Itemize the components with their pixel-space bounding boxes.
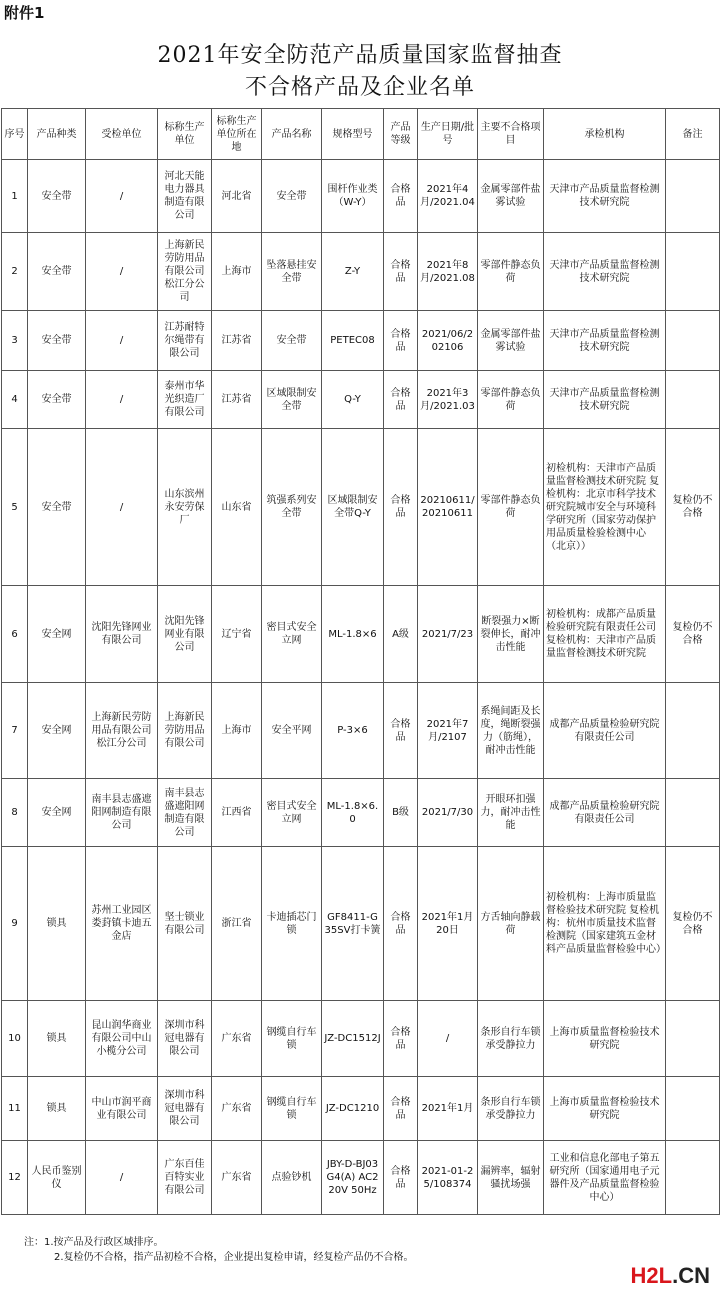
cell-remark	[666, 371, 720, 429]
cell-remark	[666, 311, 720, 371]
cell-kind: 安全带	[28, 233, 86, 311]
cell-agency: 成都产品质量检验研究院有限责任公司	[544, 779, 666, 847]
cell-defect: 零部件静态负荷	[478, 233, 544, 311]
cell-defect: 漏辨率，辐射骚扰场强	[478, 1141, 544, 1215]
cell-location: 山东省	[212, 429, 262, 586]
cell-agency: 初检机构：天津市产品质量监督检测技术研究院 复检机构：北京市科学技术研究院城市安全与环境科学研究所（国家劳动保护用品质量检验检测中心（北京））	[544, 429, 666, 586]
header-agency: 承检机构	[544, 109, 666, 160]
cell-remark: 复检仍不合格	[666, 429, 720, 586]
table-row	[2, 847, 720, 1001]
cell-no: 2	[2, 233, 28, 311]
cell-maker: 广东百佳百特实业有限公司	[158, 1141, 212, 1215]
cell-kind: 人民币鉴别仪	[28, 1141, 86, 1215]
cell-agency: 上海市质量监督检验技术研究院	[544, 1077, 666, 1141]
cell-defect: 零部件静态负荷	[478, 371, 544, 429]
cell-no: 5	[2, 429, 28, 586]
cell-maker: 南丰县志盛遮阳网制造有限公司	[158, 779, 212, 847]
cell-defect: 零部件静态负荷	[478, 429, 544, 586]
cell-maker: 山东滨州永安劳保厂	[158, 429, 212, 586]
cell-no: 4	[2, 371, 28, 429]
cell-inspected: 沈阳先锋网业有限公司	[86, 586, 158, 683]
header-inspected: 受检单位	[86, 109, 158, 160]
cell-spec: GF8411-G35SV打卡簧	[322, 847, 384, 1001]
cell-inspected: /	[86, 233, 158, 311]
cell-maker: 深圳市科冠电器有限公司	[158, 1077, 212, 1141]
cell-kind: 安全网	[28, 586, 86, 683]
cell-grade: B级	[384, 779, 418, 847]
cell-maker: 坚士锁业有限公司	[158, 847, 212, 1001]
cell-spec: 区域限制安全带Q-Y	[322, 429, 384, 586]
cell-kind: 安全带	[28, 311, 86, 371]
cell-product: 安全带	[262, 160, 322, 233]
cell-spec: 围杆作业类（W-Y）	[322, 160, 384, 233]
cell-no: 10	[2, 1001, 28, 1077]
cell-defect: 方舌轴向静载荷	[478, 847, 544, 1001]
cell-kind: 安全网	[28, 779, 86, 847]
cell-defect: 开眼环扣强力，耐冲击性能	[478, 779, 544, 847]
cell-defect: 系绳间距及长度，绳断裂强力（筋绳），耐冲击性能	[478, 683, 544, 779]
note-2: 2.复检仍不合格，指产品初检不合格，企业提出复检申请，经复检产品仍不合格。	[54, 1252, 414, 1263]
cell-spec: ML-1.8×6	[322, 586, 384, 683]
table-row	[2, 779, 720, 847]
table-row	[2, 160, 720, 233]
cell-maker: 沈阳先锋网业有限公司	[158, 586, 212, 683]
cell-location: 江苏省	[212, 371, 262, 429]
cell-product: 密目式安全立网	[262, 586, 322, 683]
cell-location: 上海市	[212, 683, 262, 779]
cell-kind: 锁具	[28, 1001, 86, 1077]
cell-inspected: 中山市润平商业有限公司	[86, 1077, 158, 1141]
note-1: 注：1.按产品及行政区域排序。	[24, 1237, 164, 1248]
cell-grade: 合格品	[384, 371, 418, 429]
cell-kind: 安全网	[28, 683, 86, 779]
table-row	[2, 311, 720, 371]
header-grade: 产品等级	[384, 109, 418, 160]
cell-defect: 条形自行车锁承受静拉力	[478, 1077, 544, 1141]
cell-location: 浙江省	[212, 847, 262, 1001]
header-maker: 标称生产单位	[158, 109, 212, 160]
cell-grade: 合格品	[384, 429, 418, 586]
cell-location: 广东省	[212, 1141, 262, 1215]
table-row	[2, 1141, 720, 1215]
cell-maker: 江苏耐特尔绳带有限公司	[158, 311, 212, 371]
cell-maker: 深圳市科冠电器有限公司	[158, 1001, 212, 1077]
cell-remark: 复检仍不合格	[666, 847, 720, 1001]
table-row	[2, 1001, 720, 1077]
cell-no: 1	[2, 160, 28, 233]
cell-remark: 复检仍不合格	[666, 586, 720, 683]
header-no: 序号	[2, 109, 28, 160]
table-row	[2, 586, 720, 683]
cell-inspected: /	[86, 160, 158, 233]
cell-remark	[666, 1001, 720, 1077]
cell-date: 2021/7/30	[418, 779, 478, 847]
cell-no: 3	[2, 311, 28, 371]
cell-inspected: /	[86, 1141, 158, 1215]
cell-grade: 合格品	[384, 1141, 418, 1215]
header-spec: 规格型号	[322, 109, 384, 160]
cell-inspected: /	[86, 311, 158, 371]
header-kind: 产品种类	[28, 109, 86, 160]
noncompliant-products-table	[1, 108, 720, 1215]
cell-spec: ML-1.8×6.0	[322, 779, 384, 847]
cell-agency: 天津市产品质量监督检测技术研究院	[544, 371, 666, 429]
site-watermark	[631, 1263, 710, 1289]
cell-spec: JBY-D-BJ03G4(A) AC220V 50Hz	[322, 1141, 384, 1215]
cell-defect: 断裂强力×断裂伸长，耐冲击性能	[478, 586, 544, 683]
cell-inspected: 上海新民劳防用品有限公司松江分公司	[86, 683, 158, 779]
cell-date: 20210611/20210611	[418, 429, 478, 586]
cell-date: 2021年3月/2021.03	[418, 371, 478, 429]
header-defect: 主要不合格项目	[478, 109, 544, 160]
cell-kind: 安全带	[28, 160, 86, 233]
cell-kind: 安全带	[28, 371, 86, 429]
cell-product: 安全平网	[262, 683, 322, 779]
cell-date: 2021-01-25/108374	[418, 1141, 478, 1215]
cell-inspected: 南丰县志盛遮阳网制造有限公司	[86, 779, 158, 847]
cell-agency: 初检机构：上海市质量监督检验技术研究院 复检机构：杭州市质量技术监督检测院（国家建筑五金材料产品质量监督检验中心）	[544, 847, 666, 1001]
cell-inspected: /	[86, 429, 158, 586]
document-title-line2: 不合格产品及企业名单	[244, 75, 475, 100]
cell-location: 广东省	[212, 1077, 262, 1141]
table-row	[2, 371, 720, 429]
cell-kind: 安全带	[28, 429, 86, 586]
cell-agency: 天津市产品质量监督检测技术研究院	[544, 233, 666, 311]
cell-product: 区域限制安全带	[262, 371, 322, 429]
cell-location: 广东省	[212, 1001, 262, 1077]
cell-date: 2021年7月/2107	[418, 683, 478, 779]
cell-product: 钢缆自行车锁	[262, 1001, 322, 1077]
cell-date: /	[418, 1001, 478, 1077]
cell-grade: 合格品	[384, 311, 418, 371]
cell-maker: 泰州市华光织造厂有限公司	[158, 371, 212, 429]
cell-agency: 初检机构：成都产品质量检验研究院有限责任公司 复检机构：天津市产品质量监督检测技术研究院	[544, 586, 666, 683]
cell-product: 点验钞机	[262, 1141, 322, 1215]
cell-no: 11	[2, 1077, 28, 1141]
cell-product: 筑强系列安全带	[262, 429, 322, 586]
cell-product: 坠落悬挂安全带	[262, 233, 322, 311]
cell-spec: JZ-DC1210	[322, 1077, 384, 1141]
cell-spec: Z-Y	[322, 233, 384, 311]
cell-date: 2021年1月	[418, 1077, 478, 1141]
cell-date: 2021/7/23	[418, 586, 478, 683]
cell-spec: Q-Y	[322, 371, 384, 429]
cell-product: 卡迪插芯门锁	[262, 847, 322, 1001]
header-product: 产品名称	[262, 109, 322, 160]
cell-maker: 河北天能电力器具制造有限公司	[158, 160, 212, 233]
cell-kind: 锁具	[28, 847, 86, 1001]
cell-agency: 工业和信息化部电子第五研究所（国家通用电子元器件及产品质量监督检验中心）	[544, 1141, 666, 1215]
cell-agency: 成都产品质量检验研究院有限责任公司	[544, 683, 666, 779]
cell-location: 江西省	[212, 779, 262, 847]
header-location: 标称生产单位所在地	[212, 109, 262, 160]
header-remark: 备注	[666, 109, 720, 160]
table-header-row	[2, 109, 720, 160]
cell-grade: 合格品	[384, 683, 418, 779]
cell-spec: PETEC08	[322, 311, 384, 371]
cell-inspected: 昆山润华商业有限公司中山小榄分公司	[86, 1001, 158, 1077]
cell-inspected: 苏州工业园区娄葑镇卡迪五金店	[86, 847, 158, 1001]
table-row	[2, 1077, 720, 1141]
cell-grade: 合格品	[384, 847, 418, 1001]
cell-remark	[666, 779, 720, 847]
cell-no: 12	[2, 1141, 28, 1215]
cell-defect: 金属零部件盐雾试验	[478, 311, 544, 371]
cell-product: 密目式安全立网	[262, 779, 322, 847]
cell-remark	[666, 1077, 720, 1141]
table-row	[2, 683, 720, 779]
cell-grade: 合格品	[384, 233, 418, 311]
cell-inspected: /	[86, 371, 158, 429]
cell-location: 河北省	[212, 160, 262, 233]
cell-spec: P-3×6	[322, 683, 384, 779]
table-row	[2, 429, 720, 586]
cell-agency: 天津市产品质量监督检测技术研究院	[544, 160, 666, 233]
cell-date: 2021年1月20日	[418, 847, 478, 1001]
cell-remark	[666, 1141, 720, 1215]
cell-remark	[666, 233, 720, 311]
cell-product: 安全带	[262, 311, 322, 371]
cell-location: 上海市	[212, 233, 262, 311]
table-row	[2, 233, 720, 311]
cell-date: 2021年4月/2021.04	[418, 160, 478, 233]
header-date: 生产日期/批号	[418, 109, 478, 160]
cell-maker: 上海新民劳防用品有限公司松江分公司	[158, 233, 212, 311]
cell-location: 江苏省	[212, 311, 262, 371]
cell-agency: 上海市质量监督检验技术研究院	[544, 1001, 666, 1077]
cell-product: 钢缆自行车锁	[262, 1077, 322, 1141]
cell-location: 辽宁省	[212, 586, 262, 683]
cell-no: 6	[2, 586, 28, 683]
document-title-line1: 2021年安全防范产品质量国家监督抽查	[157, 43, 563, 68]
cell-no: 9	[2, 847, 28, 1001]
cell-date: 2021/06/202106	[418, 311, 478, 371]
cell-remark	[666, 160, 720, 233]
cell-defect: 条形自行车锁承受静拉力	[478, 1001, 544, 1077]
cell-spec: JZ-DC1512J	[322, 1001, 384, 1077]
cell-agency: 天津市产品质量监督检测技术研究院	[544, 311, 666, 371]
cell-grade: 合格品	[384, 1001, 418, 1077]
attachment-label: 附件1	[4, 4, 45, 22]
cell-grade: 合格品	[384, 1077, 418, 1141]
cell-remark	[666, 683, 720, 779]
cell-maker: 上海新民劳防用品有限公司	[158, 683, 212, 779]
watermark-part2: .CN	[672, 1263, 710, 1288]
cell-grade: 合格品	[384, 160, 418, 233]
watermark-part1: H2L	[630, 1263, 673, 1288]
cell-no: 7	[2, 683, 28, 779]
cell-grade: A级	[384, 586, 418, 683]
cell-defect: 金属零部件盐雾试验	[478, 160, 544, 233]
cell-no: 8	[2, 779, 28, 847]
cell-kind: 锁具	[28, 1077, 86, 1141]
cell-date: 2021年8月/2021.08	[418, 233, 478, 311]
